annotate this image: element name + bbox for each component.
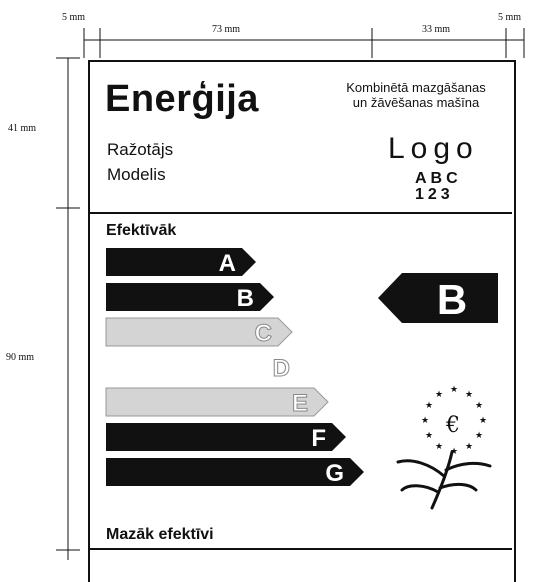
dimension-left-2: 90 mm: [6, 352, 35, 363]
svg-text:★: ★: [479, 416, 488, 426]
logo-placeholder: Logo: [388, 132, 479, 165]
label-title: Enerģija: [105, 78, 259, 120]
appliance-line-1: Kombinētā mazgāšanas: [346, 80, 486, 95]
dimension-top-4: 5 mm: [498, 12, 522, 23]
dimension-top-2: 73 mm: [212, 24, 241, 35]
svg-text:★: ★: [435, 442, 444, 452]
manufacturer-label: Ražotājs: [107, 140, 174, 159]
scale-letter-c: C: [254, 320, 272, 347]
scale-letter-a: A: [218, 250, 236, 277]
less-efficient-label: Mazāk efektīvi: [106, 526, 214, 543]
appliance-line-2: un žāvēšanas mašīna: [352, 95, 480, 110]
dimension-top-3: 33 mm: [422, 24, 451, 35]
scale-letter-d: D: [272, 355, 290, 382]
svg-text:★: ★: [450, 447, 459, 457]
scale-letter-g: G: [325, 460, 344, 487]
svg-text:★: ★: [475, 401, 484, 411]
svg-text:★: ★: [465, 442, 474, 452]
code-letters: ABC: [415, 170, 462, 187]
scale-letter-f: F: [311, 425, 326, 452]
svg-text:★: ★: [425, 401, 434, 411]
svg-text:★: ★: [425, 431, 434, 441]
rating-letter: B: [436, 276, 468, 323]
code-numbers: 123: [415, 186, 454, 203]
svg-text:★: ★: [465, 390, 474, 400]
svg-text:€: €: [446, 413, 460, 438]
svg-text:★: ★: [450, 385, 459, 395]
svg-text:★: ★: [421, 416, 430, 426]
svg-text:★: ★: [475, 431, 484, 441]
scale-letter-b: B: [236, 285, 254, 312]
dimension-top-1: 5 mm: [62, 12, 86, 23]
scale-letter-e: E: [291, 390, 308, 417]
dimension-left-1: 41 mm: [8, 123, 37, 134]
more-efficient-label: Efektīvāk: [106, 222, 177, 239]
model-label: Modelis: [107, 165, 166, 184]
svg-text:★: ★: [435, 390, 444, 400]
